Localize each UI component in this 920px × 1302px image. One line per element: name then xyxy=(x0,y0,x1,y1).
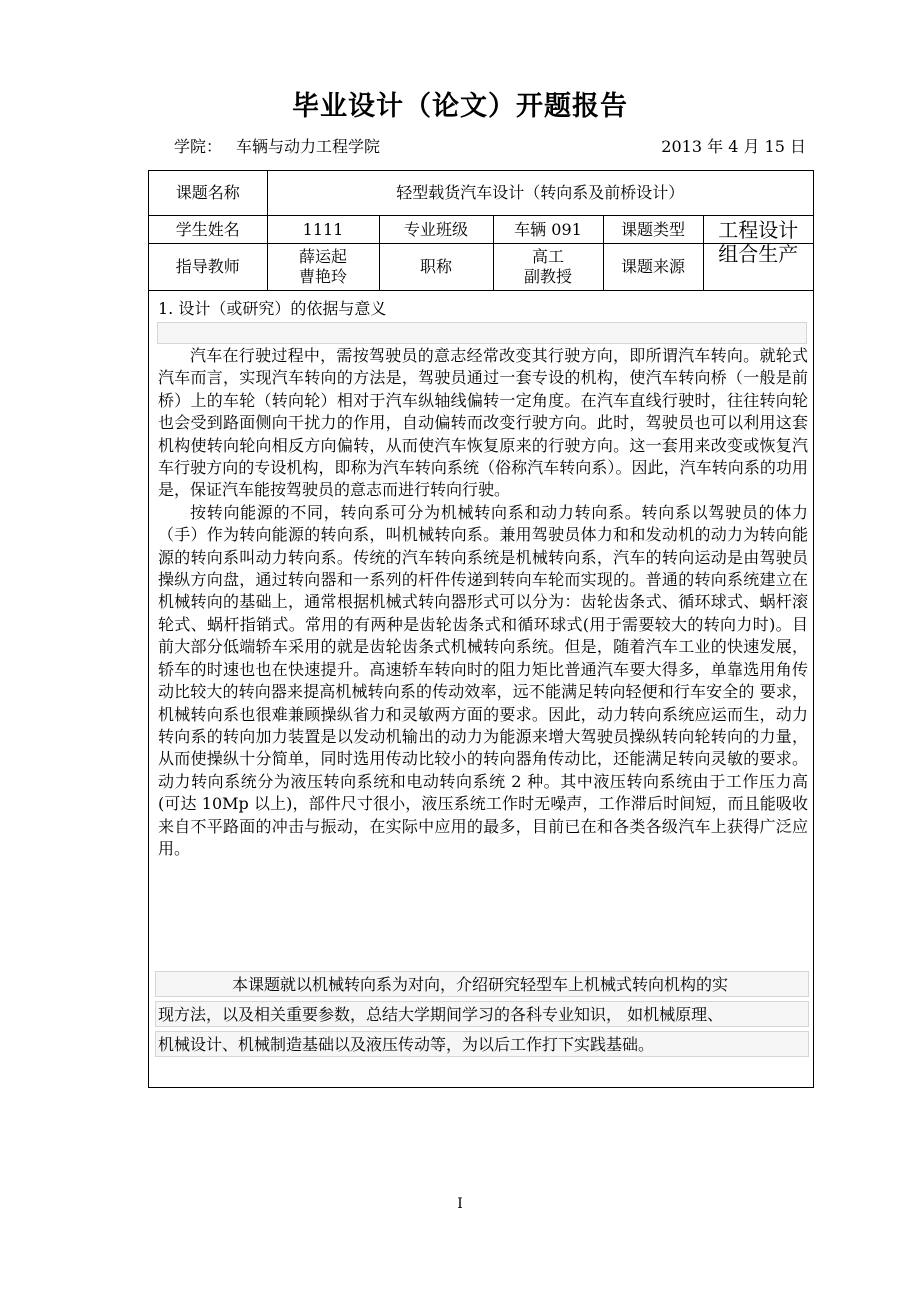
rank-value xyxy=(493,244,603,291)
topic-label: 课题名称 xyxy=(149,171,267,216)
source-label: 课题来源 xyxy=(603,244,703,291)
college-value: 车辆与动力工程学院 xyxy=(236,137,381,156)
rank-2: 副教授 xyxy=(523,267,572,286)
topic-value: 轻型载货汽车设计（转向系及前桥设计） xyxy=(267,171,813,216)
college-line xyxy=(174,134,394,157)
section-body xyxy=(158,345,808,860)
advisor-name-1: 薛运起 xyxy=(298,247,347,266)
report-date: 2013 年 4 月 15 日 xyxy=(661,137,806,156)
college-label: 学院： xyxy=(174,137,223,156)
paragraph: 按转向能源的不同，转向系可分为机械转向系和动力转向系。转向系以驾驶员的体力（手）作为转向能源的转向系，叫机械转向系。兼用驾驶员体力和和发动机的动力为转向能源的转向系叫动力转向系。传统的汽车转向系统是机械转向系，汽车的转向运动是由驾驶员操纵方向盘，通过转向器和一系列的杆件传递到转向车轮而实现的。普通的转向系统建立在机械转向的基础上，通常根据机械式转向器形式可以分为：齿轮齿条式、循环球式、蜗杆滚轮式、蜗杆指销式。常用的有两种是齿轮齿条式和循环球式(用于需要较大的转向力时)。目前大部分低端轿车采用的就是齿轮齿条式机械转向系统。但是，随着汽车工业的快速发展，轿车的时速也也在快速提升。高速轿车转向时的阻力矩比普通汽车要大得多，单靠选用角传动比较大的转向器来提高机械转向系的传动效率，远不能满足转向轻便和行车安全的 要求，机械转向系也很难兼顾操纵省力和灵敏两方面的要求。因此，动力转向系统应运而生，动力转向系的转向加力装置是以发动机输出的动力为能源来增大驾驶员操纵转向轮转向的力量，从而使操纵十分简单，同时选用传动比较小的转向器角传动比，还能满足转向灵敏的要求。动力转向系统分为液压转向系统和电动转向系统 2 种。其中液压转向系统由于工作压力高(可达 10Mp 以上)，部件尺寸很小，液压系统工作时无噪声，工作滞后时间短，而且能吸收来自不平路面的冲击与振动，在实际中应用的最多，目前已在和各类各级汽车上获得广泛应用。 xyxy=(158,502,808,858)
source-value: 组合生产 xyxy=(703,244,813,291)
shaded-line: 本课题就以机械转向系为对向，介绍研究轻型车上机械式转向机构的实 xyxy=(155,971,809,997)
title-label: 职称 xyxy=(379,244,493,291)
type-label: 课题类型 xyxy=(603,216,703,244)
rank-1: 高工 xyxy=(531,247,564,266)
info-table xyxy=(149,171,813,291)
student-value: 1111 xyxy=(267,216,379,244)
table-row xyxy=(149,171,813,216)
page-title: 毕业设计（论文）开题报告 xyxy=(292,91,628,122)
page-number: I xyxy=(457,1196,463,1212)
advisor-name-2: 曹艳玲 xyxy=(298,267,347,286)
advisor-value xyxy=(267,244,379,291)
shaded-paragraph xyxy=(155,971,809,1061)
student-label: 学生姓名 xyxy=(149,216,267,244)
class-value: 车辆 091 xyxy=(493,216,603,244)
table-row xyxy=(149,244,813,291)
advisor-label: 指导教师 xyxy=(149,244,267,291)
table-row xyxy=(149,216,813,244)
paragraph: 汽车在行驶过程中，需按驾驶员的意志经常改变其行驶方向，即所谓汽车转向。就轮式汽车而言，实现汽车转向的方法是，驾驶员通过一套专设的机构，使汽车转向桥（一般是前桥）上的车轮（转向轮）相对于汽车纵轴线偏转一定角度。在汽车直线行驶时，往往转向轮也会受到路面侧向干扰力的作用，自动偏转而改变行驶方向。此时，驾驶员也可以利用这套机构使转向轮向相反方向偏转，从而使汽车恢复原来的行驶方向。这一套用来改变或恢复汽车行驶方向的专设机构，即称为汽车转向系统（俗称汽车转向系）。因此，汽车转向系的功用是，保证汽车能按驾驶员的意志而进行转向行驶。 xyxy=(158,346,808,500)
type-value: 工程设计 xyxy=(703,216,813,244)
section-heading: 1. 设计（或研究）的依据与意义 xyxy=(158,299,387,318)
shaded-placeholder xyxy=(157,322,807,344)
shaded-line: 机械设计、机械制造基础以及液压传动等，为以后工作打下实践基础。 xyxy=(155,1031,809,1057)
shaded-line: 现方法，以及相关重要参数，总结大学期间学习的各科专业知识， 如机械原理、 xyxy=(155,1001,809,1027)
class-label: 专业班级 xyxy=(379,216,493,244)
